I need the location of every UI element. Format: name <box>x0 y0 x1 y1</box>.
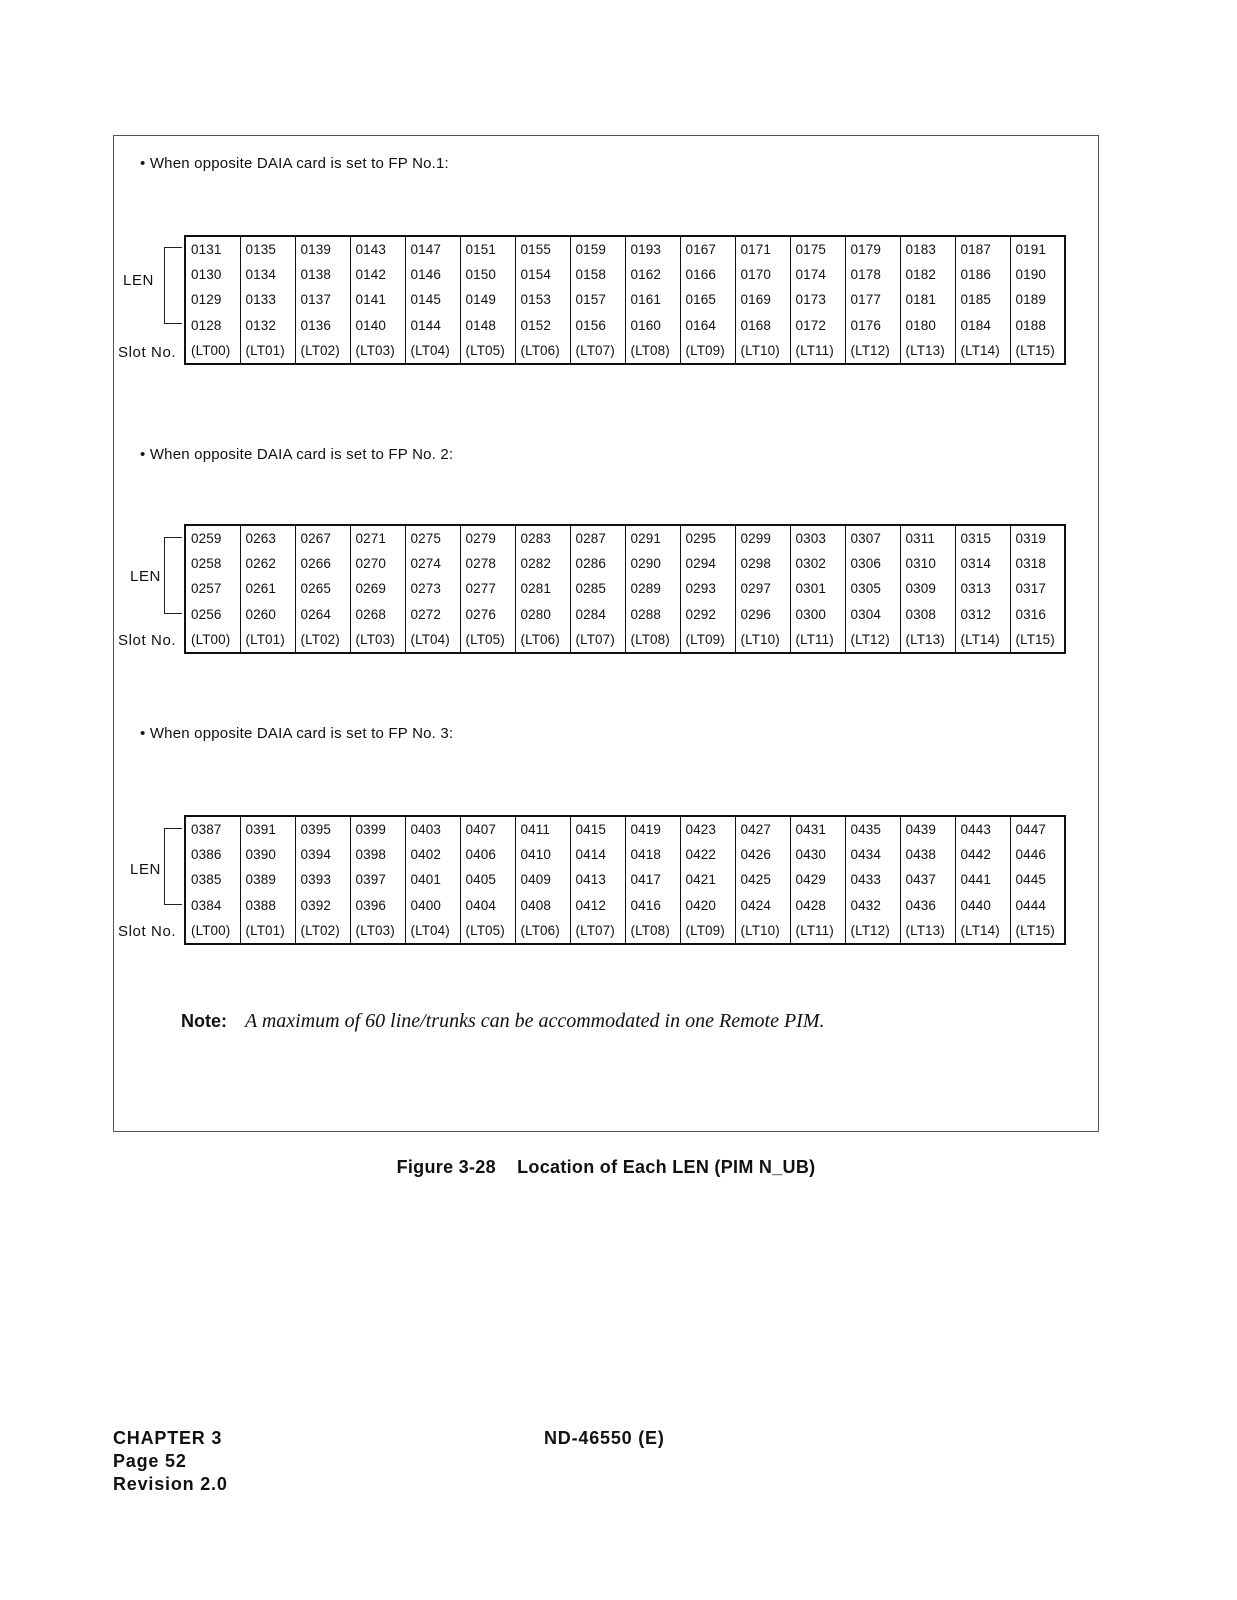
len-cell: 0302 <box>790 551 845 577</box>
len-cell: 0280 <box>515 602 570 628</box>
len-cell: 0418 <box>625 842 680 868</box>
len-cell: 0443 <box>955 816 1010 842</box>
len-cell: 0405 <box>460 867 515 893</box>
slot-cell: (LT11) <box>790 918 845 944</box>
len-bracket <box>164 537 182 614</box>
len-cell: 0288 <box>625 602 680 628</box>
len-cell: 0306 <box>845 551 900 577</box>
len-cell: 0266 <box>295 551 350 577</box>
len-cell: 0289 <box>625 576 680 602</box>
len-cell: 0436 <box>900 893 955 919</box>
len-cell: 0421 <box>680 867 735 893</box>
len-cell: 0155 <box>515 236 570 262</box>
len-cell: 0403 <box>405 816 460 842</box>
len-cell: 0444 <box>1015 897 1046 913</box>
slot-cell: (LT09) <box>680 918 735 944</box>
len-row <box>185 262 1065 288</box>
len-cell: 0143 <box>350 236 405 262</box>
len-cell: 0404 <box>460 893 515 919</box>
len-cell: 0151 <box>460 236 515 262</box>
slot-cell: (LT02) <box>295 338 350 364</box>
footer-left <box>113 1427 228 1496</box>
len-cell: 0267 <box>295 525 350 551</box>
len-cell: 0387 <box>185 816 240 842</box>
len-cell: 0297 <box>735 576 790 602</box>
len-cell: 0169 <box>735 287 790 313</box>
len-cell: 0304 <box>845 602 900 628</box>
slot-cell: (LT14) <box>955 338 1010 364</box>
slot-cell: (LT12) <box>845 338 900 364</box>
len-cell: 0397 <box>350 867 405 893</box>
len-row <box>185 867 1065 893</box>
slot-row <box>185 627 1065 653</box>
len-cell: 0188 <box>1015 317 1046 333</box>
len-cell: 0319 <box>1015 530 1046 546</box>
len-table-fp1 <box>184 235 1066 365</box>
slot-label: Slot No. <box>118 344 177 361</box>
slot-cell: (LT04) <box>405 627 460 653</box>
len-cell: 0389 <box>240 867 295 893</box>
len-cell: 0415 <box>570 816 625 842</box>
len-cell: 0301 <box>790 576 845 602</box>
slot-cell: (LT11) <box>790 627 845 653</box>
len-row <box>185 287 1065 313</box>
len-cell: 0311 <box>900 525 955 551</box>
slot-cell: (LT08) <box>625 627 680 653</box>
slot-label: Slot No. <box>118 923 177 940</box>
len-cell: 0179 <box>845 236 900 262</box>
slot-row <box>185 338 1065 364</box>
len-cell: 0446 <box>1015 846 1046 862</box>
slot-cell: (LT07) <box>570 918 625 944</box>
len-cell: 0291 <box>625 525 680 551</box>
len-cell: 0136 <box>295 313 350 339</box>
slot-cell: (LT10) <box>735 627 790 653</box>
len-bracket <box>164 828 182 905</box>
len-cell: 0407 <box>460 816 515 842</box>
len-cell: 0426 <box>735 842 790 868</box>
slot-cell: (LT03) <box>350 627 405 653</box>
len-cell: 0137 <box>295 287 350 313</box>
len-cell: 0295 <box>680 525 735 551</box>
len-cell: 0148 <box>460 313 515 339</box>
len-cell: 0298 <box>735 551 790 577</box>
len-cell: 0145 <box>405 287 460 313</box>
slot-cell: (LT13) <box>900 918 955 944</box>
len-cell: 0390 <box>240 842 295 868</box>
len-cell: 0153 <box>515 287 570 313</box>
slot-cell: (LT15) <box>1015 342 1055 358</box>
len-cell: 0307 <box>845 525 900 551</box>
len-cell: 0278 <box>460 551 515 577</box>
slot-cell: (LT06) <box>515 918 570 944</box>
len-cell: 0168 <box>735 313 790 339</box>
slot-cell: (LT06) <box>515 627 570 653</box>
len-cell: 0427 <box>735 816 790 842</box>
len-cell: 0282 <box>515 551 570 577</box>
len-cell: 0273 <box>405 576 460 602</box>
len-cell: 0423 <box>680 816 735 842</box>
len-cell: 0413 <box>570 867 625 893</box>
len-cell: 0132 <box>240 313 295 339</box>
slot-cell: (LT00) <box>185 338 240 364</box>
len-cell: 0167 <box>680 236 735 262</box>
len-cell: 0419 <box>625 816 680 842</box>
len-row <box>185 236 1065 262</box>
slot-cell: (LT07) <box>570 627 625 653</box>
slot-cell: (LT00) <box>185 627 240 653</box>
len-cell: 0157 <box>570 287 625 313</box>
len-cell: 0434 <box>845 842 900 868</box>
len-cell: 0160 <box>625 313 680 339</box>
len-cell: 0149 <box>460 287 515 313</box>
len-cell: 0161 <box>625 287 680 313</box>
len-cell: 0439 <box>900 816 955 842</box>
slot-cell: (LT15) <box>1015 922 1055 938</box>
len-cell: 0296 <box>735 602 790 628</box>
len-cell: 0134 <box>240 262 295 288</box>
len-cell: 0272 <box>405 602 460 628</box>
len-cell: 0408 <box>515 893 570 919</box>
len-cell: 0142 <box>350 262 405 288</box>
footer-doc-id: ND-46550 (E) <box>544 1428 665 1448</box>
len-cell: 0189 <box>1015 292 1046 308</box>
len-cell: 0317 <box>1015 581 1046 597</box>
len-label: LEN <box>130 861 161 878</box>
slot-cell: (LT15) <box>1015 631 1055 647</box>
len-cell: 0185 <box>955 287 1010 313</box>
len-cell: 0159 <box>570 236 625 262</box>
len-row <box>185 816 1065 842</box>
slot-cell: (LT11) <box>790 338 845 364</box>
len-cell: 0128 <box>185 313 240 339</box>
len-cell: 0177 <box>845 287 900 313</box>
slot-cell: (LT13) <box>900 338 955 364</box>
len-cell: 0305 <box>845 576 900 602</box>
len-table-fp2 <box>184 524 1066 654</box>
len-cell: 0180 <box>900 313 955 339</box>
len-cell: 0292 <box>680 602 735 628</box>
len-cell: 0318 <box>1015 555 1046 571</box>
len-cell: 0176 <box>845 313 900 339</box>
len-cell: 0312 <box>955 602 1010 628</box>
len-cell: 0414 <box>570 842 625 868</box>
len-cell: 0440 <box>955 893 1010 919</box>
slot-cell: (LT05) <box>460 918 515 944</box>
len-row <box>185 893 1065 919</box>
len-cell: 0316 <box>1015 606 1046 622</box>
len-cell: 0262 <box>240 551 295 577</box>
len-cell: 0432 <box>845 893 900 919</box>
slot-cell: (LT01) <box>240 627 295 653</box>
len-cell: 0257 <box>185 576 240 602</box>
len-cell: 0300 <box>790 602 845 628</box>
slot-cell: (LT07) <box>570 338 625 364</box>
len-cell: 0166 <box>680 262 735 288</box>
len-cell: 0131 <box>185 236 240 262</box>
len-cell: 0187 <box>955 236 1010 262</box>
len-cell: 0172 <box>790 313 845 339</box>
len-cell: 0398 <box>350 842 405 868</box>
len-cell: 0171 <box>735 236 790 262</box>
len-cell: 0158 <box>570 262 625 288</box>
len-cell: 0385 <box>185 867 240 893</box>
len-bracket <box>164 247 182 324</box>
len-cell: 0409 <box>515 867 570 893</box>
len-cell: 0261 <box>240 576 295 602</box>
len-row <box>185 551 1065 577</box>
len-cell: 0284 <box>570 602 625 628</box>
len-cell: 0259 <box>185 525 240 551</box>
len-row <box>185 313 1065 339</box>
len-cell: 0437 <box>900 867 955 893</box>
len-cell: 0165 <box>680 287 735 313</box>
footer-revision: Revision 2.0 <box>113 1474 228 1494</box>
len-cell: 0156 <box>570 313 625 339</box>
len-cell: 0138 <box>295 262 350 288</box>
len-label: LEN <box>123 272 154 289</box>
len-cell: 0170 <box>735 262 790 288</box>
slot-row <box>185 918 1065 944</box>
len-cell: 0286 <box>570 551 625 577</box>
len-cell: 0174 <box>790 262 845 288</box>
len-cell: 0144 <box>405 313 460 339</box>
len-cell: 0435 <box>845 816 900 842</box>
figure-title: Figure 3-28 Location of Each LEN (PIM N_UB) <box>396 1157 816 1177</box>
len-cell: 0182 <box>900 262 955 288</box>
len-row <box>185 842 1065 868</box>
len-cell: 0164 <box>680 313 735 339</box>
len-label: LEN <box>130 568 161 585</box>
len-cell: 0141 <box>350 287 405 313</box>
len-cell: 0129 <box>185 287 240 313</box>
len-cell: 0402 <box>405 842 460 868</box>
slot-cell: (LT13) <box>900 627 955 653</box>
len-cell: 0445 <box>1015 872 1046 888</box>
len-row <box>185 602 1065 628</box>
len-cell: 0139 <box>295 236 350 262</box>
footer-chapter: CHAPTER 3 <box>113 1428 223 1448</box>
len-cell: 0395 <box>295 816 350 842</box>
len-cell: 0263 <box>240 525 295 551</box>
len-row <box>185 525 1065 551</box>
len-cell: 0287 <box>570 525 625 551</box>
len-cell: 0279 <box>460 525 515 551</box>
len-cell: 0150 <box>460 262 515 288</box>
slot-cell: (LT01) <box>240 918 295 944</box>
len-cell: 0178 <box>845 262 900 288</box>
len-cell: 0269 <box>350 576 405 602</box>
len-cell: 0274 <box>405 551 460 577</box>
slot-cell: (LT03) <box>350 338 405 364</box>
section-caption-fp1: • When opposite DAIA card is set to FP No.1: <box>140 155 449 172</box>
slot-cell: (LT12) <box>845 918 900 944</box>
len-cell: 0386 <box>185 842 240 868</box>
len-cell: 0431 <box>790 816 845 842</box>
len-cell: 0428 <box>790 893 845 919</box>
len-cell: 0313 <box>955 576 1010 602</box>
len-cell: 0181 <box>900 287 955 313</box>
len-cell: 0388 <box>240 893 295 919</box>
len-cell: 0186 <box>955 262 1010 288</box>
slot-cell: (LT14) <box>955 918 1010 944</box>
slot-cell: (LT08) <box>625 338 680 364</box>
len-cell: 0191 <box>1015 241 1046 257</box>
len-cell: 0294 <box>680 551 735 577</box>
len-cell: 0268 <box>350 602 405 628</box>
len-cell: 0275 <box>405 525 460 551</box>
slot-cell: (LT04) <box>405 918 460 944</box>
len-cell: 0396 <box>350 893 405 919</box>
section-caption-fp3: • When opposite DAIA card is set to FP No. 3: <box>140 725 454 742</box>
len-cell: 0281 <box>515 576 570 602</box>
len-cell: 0417 <box>625 867 680 893</box>
slot-cell: (LT10) <box>735 338 790 364</box>
len-cell: 0285 <box>570 576 625 602</box>
len-cell: 0425 <box>735 867 790 893</box>
len-cell: 0411 <box>515 816 570 842</box>
len-cell: 0410 <box>515 842 570 868</box>
len-cell: 0162 <box>625 262 680 288</box>
len-cell: 0391 <box>240 816 295 842</box>
slot-cell: (LT03) <box>350 918 405 944</box>
len-cell: 0184 <box>955 313 1010 339</box>
len-cell: 0433 <box>845 867 900 893</box>
len-cell: 0447 <box>1015 821 1046 837</box>
len-cell: 0299 <box>735 525 790 551</box>
len-cell: 0393 <box>295 867 350 893</box>
slot-cell: (LT14) <box>955 627 1010 653</box>
len-cell: 0271 <box>350 525 405 551</box>
len-cell: 0412 <box>570 893 625 919</box>
len-cell: 0315 <box>955 525 1010 551</box>
note <box>181 1010 825 1033</box>
slot-cell: (LT01) <box>240 338 295 364</box>
len-cell: 0130 <box>185 262 240 288</box>
len-cell: 0154 <box>515 262 570 288</box>
slot-cell: (LT00) <box>185 918 240 944</box>
footer-page: Page 52 <box>113 1451 187 1471</box>
len-cell: 0406 <box>460 842 515 868</box>
len-cell: 0293 <box>680 576 735 602</box>
len-cell: 0265 <box>295 576 350 602</box>
slot-cell: (LT05) <box>460 627 515 653</box>
section-caption-fp2: • When opposite DAIA card is set to FP No. 2: <box>140 446 454 463</box>
slot-cell: (LT02) <box>295 918 350 944</box>
slot-cell: (LT05) <box>460 338 515 364</box>
len-cell: 0392 <box>295 893 350 919</box>
len-cell: 0260 <box>240 602 295 628</box>
len-cell: 0424 <box>735 893 790 919</box>
slot-cell: (LT09) <box>680 627 735 653</box>
len-cell: 0314 <box>955 551 1010 577</box>
len-cell: 0175 <box>790 236 845 262</box>
slot-cell: (LT09) <box>680 338 735 364</box>
len-cell: 0256 <box>185 602 240 628</box>
len-cell: 0394 <box>295 842 350 868</box>
len-cell: 0442 <box>955 842 1010 868</box>
len-row <box>185 576 1065 602</box>
len-cell: 0133 <box>240 287 295 313</box>
len-cell: 0384 <box>185 893 240 919</box>
len-cell: 0400 <box>405 893 460 919</box>
len-cell: 0308 <box>900 602 955 628</box>
note-text: A maximum of 60 line/trunks can be accommodated in one Remote PIM. <box>245 1010 825 1032</box>
len-cell: 0140 <box>350 313 405 339</box>
len-cell: 0135 <box>240 236 295 262</box>
slot-label: Slot No. <box>118 632 177 649</box>
len-cell: 0399 <box>350 816 405 842</box>
len-cell: 0438 <box>900 842 955 868</box>
slot-cell: (LT08) <box>625 918 680 944</box>
len-cell: 0152 <box>515 313 570 339</box>
len-cell: 0190 <box>1015 266 1046 282</box>
slot-cell: (LT04) <box>405 338 460 364</box>
len-cell: 0441 <box>955 867 1010 893</box>
len-cell: 0146 <box>405 262 460 288</box>
len-cell: 0183 <box>900 236 955 262</box>
len-cell: 0277 <box>460 576 515 602</box>
note-label: Note: <box>181 1011 227 1031</box>
len-cell: 0310 <box>900 551 955 577</box>
len-cell: 0290 <box>625 551 680 577</box>
len-cell: 0422 <box>680 842 735 868</box>
slot-cell: (LT12) <box>845 627 900 653</box>
len-cell: 0401 <box>405 867 460 893</box>
slot-cell: (LT02) <box>295 627 350 653</box>
len-cell: 0270 <box>350 551 405 577</box>
len-cell: 0147 <box>405 236 460 262</box>
len-cell: 0303 <box>790 525 845 551</box>
len-cell: 0309 <box>900 576 955 602</box>
len-cell: 0429 <box>790 867 845 893</box>
len-cell: 0416 <box>625 893 680 919</box>
slot-cell: (LT06) <box>515 338 570 364</box>
len-cell: 0258 <box>185 551 240 577</box>
len-cell: 0193 <box>625 236 680 262</box>
len-cell: 0430 <box>790 842 845 868</box>
slot-cell: (LT10) <box>735 918 790 944</box>
len-cell: 0173 <box>790 287 845 313</box>
len-cell: 0420 <box>680 893 735 919</box>
len-cell: 0283 <box>515 525 570 551</box>
len-table-fp3 <box>184 815 1066 945</box>
len-cell: 0264 <box>295 602 350 628</box>
len-cell: 0276 <box>460 602 515 628</box>
